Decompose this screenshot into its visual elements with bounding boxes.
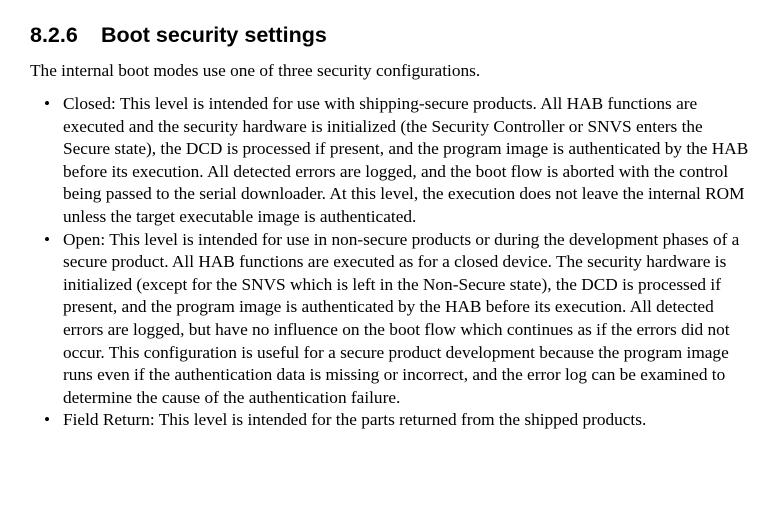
list-item-open (0, 229, 753, 410)
bullet-icon: • (44, 410, 51, 430)
section-number: 8.2.6 (30, 23, 78, 47)
intro-paragraph: The internal boot modes use one of three security configurations. (30, 61, 481, 80)
bullet-icon: • (44, 229, 51, 249)
list-item-text: Closed: This level is intended for use with shipping-secure products. All HAB functions are executed and the security hardware is initialized (the Security Controller or SNVS enters the Secure state), the DCD is processed if present, and the program image is authenticated by the HAB before its execution. All detected errors are logged, and the boot flow is aborted with the control being passed to the serial downloader. At this level, the execution does not leave the internal ROM unless the target executable image is authenticated. (63, 94, 749, 226)
list-item-closed (0, 93, 753, 229)
section-title: Boot security settings (101, 23, 327, 47)
security-config-list (0, 93, 770, 432)
section-heading (30, 22, 327, 48)
list-item-text: Field Return: This level is intended for the parts returned from the shipped products. (63, 410, 647, 430)
list-item-field-return (0, 409, 753, 432)
bullet-icon: • (44, 94, 51, 113)
list-item-text: Open: This level is intended for use in non-secure products or during the development phases of a secure product. All HAB functions are executed as for a closed device. The security hardware is initialized (except for the SNVS which is left in the Non-Secure state), the DCD is processed if present, and the program image is authenticated by the HAB before its execution. All detected errors are logged, but have no influence on the boot flow which continues as if the errors did not occur. This configuration is useful for a secure product development because the program image runs even if the authentication data is missing or incorrect, and the error log can be examined to determine the cause of the authentication failure. (63, 229, 740, 407)
